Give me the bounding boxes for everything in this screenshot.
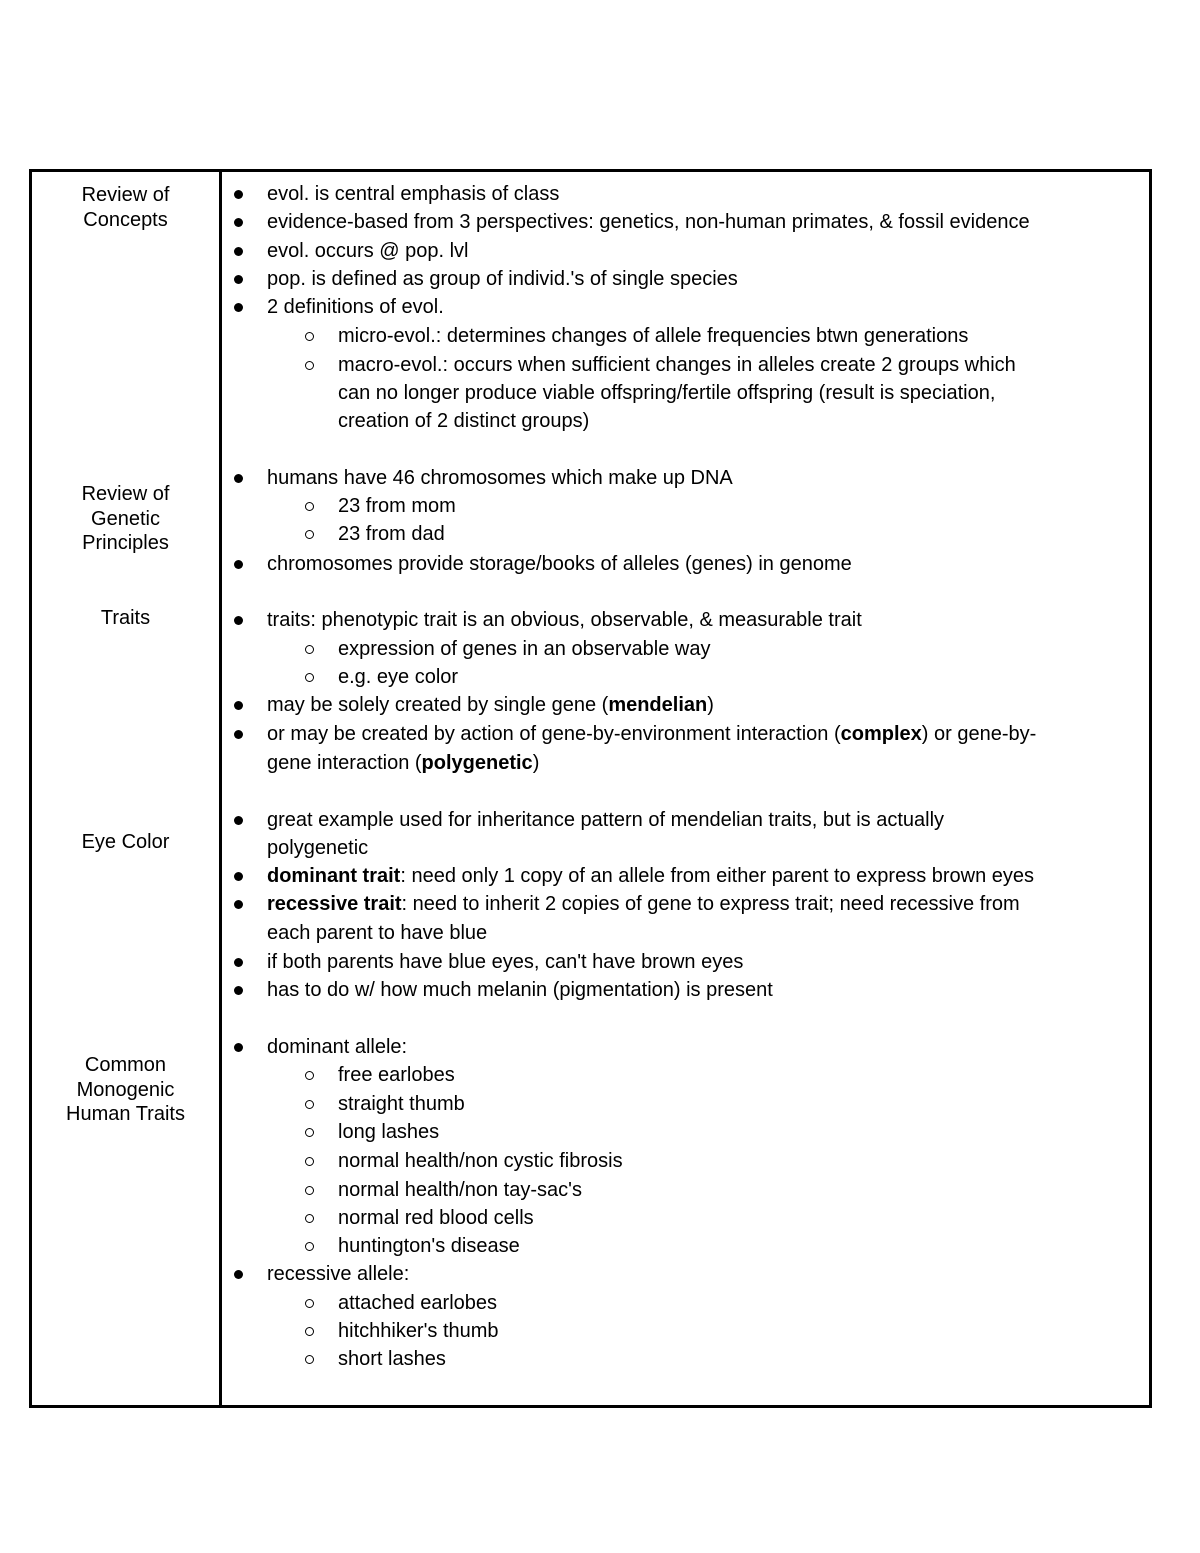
list-item: great example used for inheritance pattern of mendelian traits, but is actually — [267, 806, 944, 834]
circle-bullet-icon — [305, 361, 314, 370]
column-divider — [219, 172, 222, 1405]
circle-bullet-icon — [305, 1327, 314, 1336]
bullet-icon — [234, 816, 243, 825]
cue-traits: Traits — [100, 607, 151, 629]
bold-term: recessive trait — [267, 893, 402, 915]
circle-bullet-icon — [305, 1186, 314, 1195]
sub-list-item: expression of genes in an observable way — [338, 635, 710, 663]
circle-bullet-icon — [305, 1355, 314, 1364]
sub-list-item: short lashes — [338, 1345, 446, 1373]
circle-bullet-icon — [305, 530, 314, 539]
list-item-continuation: gene interaction (polygenetic) — [267, 752, 540, 774]
circle-bullet-icon — [305, 1128, 314, 1137]
bold-term: complex — [840, 723, 922, 745]
bullet-icon — [234, 247, 243, 256]
sub-list-item: free earlobes — [338, 1061, 455, 1089]
bullet-icon — [234, 190, 243, 199]
sub-list-item: normal health/non tay-sac's — [338, 1176, 582, 1204]
sub-list-item-continuation: creation of 2 distinct groups) — [338, 410, 590, 432]
sub-list-item: straight thumb — [338, 1090, 465, 1118]
sub-list-item: micro-evol.: determines changes of allele frequencies btwn generations — [338, 322, 968, 350]
sub-list-item: long lashes — [338, 1118, 439, 1146]
bullet-icon — [234, 958, 243, 967]
bullet-icon — [234, 275, 243, 284]
list-item: has to do w/ how much melanin (pigmentation) is present — [267, 976, 773, 1004]
bullet-icon — [234, 1270, 243, 1279]
bullet-icon — [234, 1043, 243, 1052]
bullet-icon — [234, 474, 243, 483]
bullet-icon — [234, 616, 243, 625]
sub-list-item: e.g. eye color — [338, 663, 458, 691]
list-item: evol. occurs @ pop. lvl — [267, 237, 469, 265]
list-item-continuation: each parent to have blue — [267, 922, 488, 944]
list-item: recessive allele: — [267, 1260, 409, 1288]
bold-term: dominant trait — [267, 865, 401, 887]
bold-term: mendelian — [608, 694, 708, 716]
list-item: chromosomes provide storage/books of alleles (genes) in genome — [267, 550, 852, 578]
sub-list-item: normal health/non cystic fibrosis — [338, 1147, 623, 1175]
cue-eye-color: Eye Color — [81, 831, 170, 853]
list-item: humans have 46 chromosomes which make up DNA — [267, 464, 733, 492]
sub-list-item: 23 from mom — [338, 492, 456, 520]
bullet-icon — [234, 986, 243, 995]
bullet-icon — [234, 560, 243, 569]
bold-term: polygenetic — [421, 752, 533, 774]
sub-list-item: hitchhiker's thumb — [338, 1317, 499, 1345]
circle-bullet-icon — [305, 645, 314, 654]
circle-bullet-icon — [305, 502, 314, 511]
list-item: dominant trait: need only 1 copy of an allele from either parent to express brown eyes — [267, 862, 1034, 890]
circle-bullet-icon — [305, 1157, 314, 1166]
list-item: may be solely created by single gene (mendelian) — [267, 691, 714, 719]
sub-list-item: huntington's disease — [338, 1232, 520, 1260]
bullet-icon — [234, 900, 243, 909]
sub-list-item: macro-evol.: occurs when sufficient changes in alleles create 2 groups which — [338, 351, 1016, 379]
circle-bullet-icon — [305, 673, 314, 682]
circle-bullet-icon — [305, 1214, 314, 1223]
circle-bullet-icon — [305, 1071, 314, 1080]
circle-bullet-icon — [305, 332, 314, 341]
list-item-continuation: polygenetic — [267, 837, 369, 859]
list-item: 2 definitions of evol. — [267, 293, 444, 321]
bullet-icon — [234, 218, 243, 227]
list-item: dominant allele: — [267, 1033, 407, 1061]
list-item: recessive trait: need to inherit 2 copies of gene to express trait; need recessive from — [267, 890, 1020, 918]
sub-list-item: normal red blood cells — [338, 1204, 534, 1232]
list-item: evidence-based from 3 perspectives: genetics, non-human primates, & fossil evidence — [267, 208, 1030, 236]
cue-review-of-genetic-principles: Review of Genetic Principles — [81, 483, 170, 554]
bullet-icon — [234, 701, 243, 710]
cue-review-of-concepts: Review of Concepts — [81, 184, 170, 231]
bullet-icon — [234, 872, 243, 881]
bullet-icon — [234, 730, 243, 739]
sub-list-item: attached earlobes — [338, 1289, 497, 1317]
circle-bullet-icon — [305, 1242, 314, 1251]
bullet-icon — [234, 303, 243, 312]
list-item: evol. is central emphasis of class — [267, 180, 559, 208]
sub-list-item: 23 from dad — [338, 520, 445, 548]
list-item: pop. is defined as group of individ.'s of single species — [267, 265, 738, 293]
list-item: or may be created by action of gene-by-environment interaction (complex) or gene-by- — [267, 720, 1036, 748]
circle-bullet-icon — [305, 1299, 314, 1308]
list-item: traits: phenotypic trait is an obvious, observable, & measurable trait — [267, 606, 862, 634]
circle-bullet-icon — [305, 1100, 314, 1109]
list-item: if both parents have blue eyes, can't have brown eyes — [267, 948, 743, 976]
cue-common-monogenic-human-traits: Common Monogenic Human Traits — [66, 1054, 185, 1125]
sub-list-item-continuation: can no longer produce viable offspring/fertile offspring (result is speciation, — [338, 382, 996, 404]
